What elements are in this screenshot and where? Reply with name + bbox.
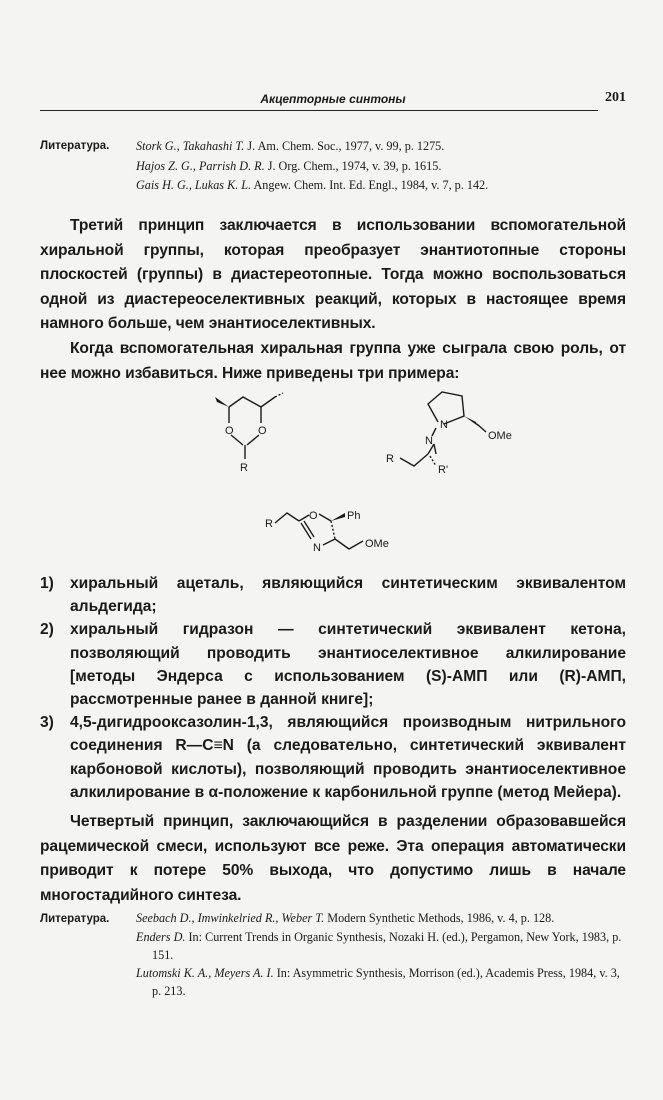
oxygen-label: O: [309, 510, 318, 522]
r-group-label: R: [240, 462, 248, 474]
literature-bottom: [40, 910, 632, 1002]
list-item: 3) 4,5-дигидрооксазолин-1,3, являющийся производным нитрильного соединения R—C≡N (а следовательно, синтетический эквивалент карбоновой кислоты), позволяющий проводить энантиоселективное алкилирование в α-положение к карбонильной группе (метод Мейера).: [40, 714, 626, 801]
r-group-label: R: [386, 453, 394, 465]
literature-label: Литература.: [40, 913, 110, 925]
reference: Seebach D., Imwinkelried R., Weber T. Modern Synthetic Methods, 1986, v. 4, p. 128.: [136, 911, 555, 925]
wedge-bond: [331, 513, 345, 521]
chiral-hydrazone-structure: [378, 382, 528, 482]
r-prime-label: R': [438, 464, 449, 476]
reference: Stork G., Takahashi T. J. Am. Chem. Soc., 1977, v. 99, p. 1275.: [136, 139, 445, 153]
examples-list: [40, 572, 626, 804]
page-number: 201: [605, 90, 626, 105]
header-rule: [40, 110, 598, 111]
methoxy-label: OMe: [365, 538, 389, 550]
nitrogen-label: N: [313, 542, 321, 554]
oxygen-label: O: [225, 425, 234, 437]
wedge-bond: [215, 397, 229, 407]
reference: Lutomski K. A., Meyers A. I. In: Asymmetric Synthesis, Morrison (ed.), Academis Press, 1984, v. 3, p. 213.: [136, 966, 620, 999]
methoxy-label: OMe: [488, 430, 512, 442]
body-text: [40, 214, 626, 386]
phenyl-label: Ph: [347, 510, 361, 522]
oxygen-label: O: [258, 425, 267, 437]
paragraph: Четвертый принцип, заключающийся в разделении образовавшейся рацемической смеси, используют все реже. Эта операция автоматически приводит к потере 50% выхода, что допустимо лишь в начале многостадийного синтеза.: [40, 813, 626, 904]
page-header: [40, 90, 626, 112]
paragraph: Когда вспомогательная хиральная группа уже сыграла свою роль, от нее можно избавиться. Ниже приведены три примера:: [40, 339, 626, 382]
running-title: Акцепторные синтоны: [260, 92, 406, 106]
reference: Hajos Z. G., Parrish D. R. J. Org. Chem., 1974, v. 39, p. 1615.: [136, 158, 442, 173]
literature-label: Литература.: [40, 140, 110, 152]
body-text-2: [40, 810, 626, 908]
paragraph: Третий принцип заключается в использовании вспомогательной хиральной группы, которая преобразует энантиотопные стороны плоскостей (группы) в диастереотопные. Тогда можно воспользоваться одной из диастереоселективных реакций, которых в настоящее время намного больше, чем энантиоселективных.: [40, 217, 626, 333]
nitrogen-label: N: [425, 435, 433, 447]
nitrogen-label: N: [440, 419, 448, 431]
literature-top: [40, 137, 632, 196]
r-group-label: R: [265, 518, 273, 530]
list-item: 2) хиральный гидразон — синтетический эквивалент кетона, позволяющий проводить энантиоселективное алкилирование [методы Эндерса с использованием (S)-АМП или (R)-АМП, рассмотренные ранее в данной книге];: [40, 621, 626, 709]
list-item: 1) хиральный ацеталь, являющийся синтетическим эквивалентом альдегида;: [40, 575, 626, 616]
chiral-acetal-structure: [205, 385, 295, 480]
reference: Gais H. G., Lukas K. L. Angew. Chem. Int. Ed. Engl., 1984, v. 7, p. 142.: [136, 178, 489, 192]
reference: Enders D. In: Current Trends in Organic Synthesis, Nozaki H. (ed.), Pergamon, New York, 1983, p. 151.: [136, 929, 622, 962]
oxazoline-structure: [265, 495, 415, 565]
wedge-bond: [464, 416, 478, 426]
